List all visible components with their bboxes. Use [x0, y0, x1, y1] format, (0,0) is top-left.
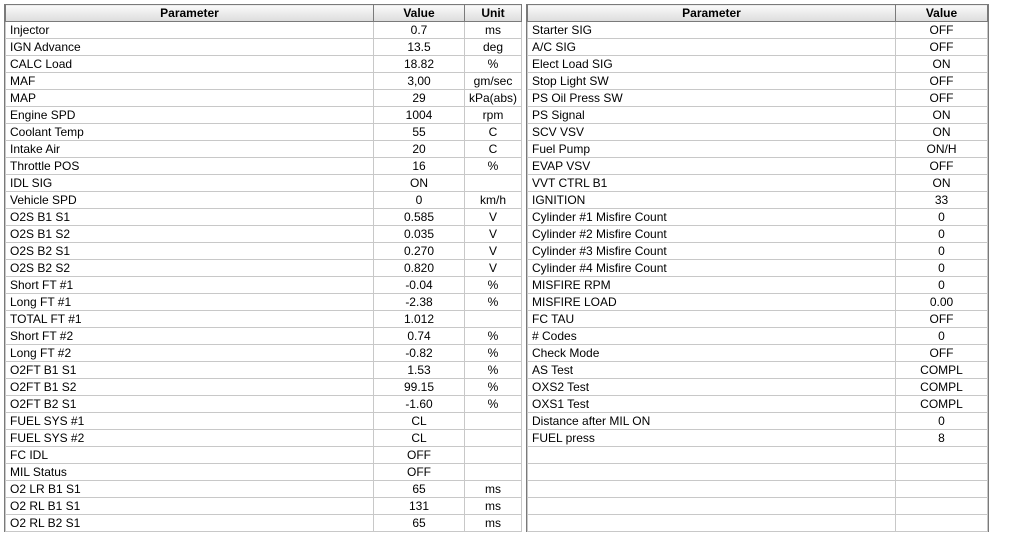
left-table-row[interactable]: [6, 498, 522, 515]
left-table-row[interactable]: [6, 209, 522, 226]
right-table-row[interactable]: [528, 22, 988, 39]
left-table-row[interactable]: [6, 362, 522, 379]
left-cell-value: 0.585: [374, 209, 465, 226]
left-cell-parameter: MAP: [6, 90, 374, 107]
right-cell-value: 0: [896, 209, 988, 226]
left-cell-value: 13.5: [374, 39, 465, 56]
left-table-row[interactable]: [6, 192, 522, 209]
left-cell-unit: %: [465, 396, 522, 413]
right-cell-parameter: Cylinder #2 Misfire Count: [528, 226, 896, 243]
right-cell-parameter: [528, 481, 896, 498]
right-cell-parameter: FUEL press: [528, 430, 896, 447]
left-cell-unit: %: [465, 328, 522, 345]
right-cell-value: ON: [896, 124, 988, 141]
left-header-parameter[interactable]: Parameter: [6, 5, 374, 22]
left-table-row[interactable]: [6, 158, 522, 175]
left-table-row[interactable]: [6, 141, 522, 158]
left-cell-parameter: O2S B1 S2: [6, 226, 374, 243]
left-table-row[interactable]: [6, 90, 522, 107]
right-cell-parameter: Elect Load SIG: [528, 56, 896, 73]
right-table-row[interactable]: [528, 226, 988, 243]
left-cell-value: -0.04: [374, 277, 465, 294]
left-table-row[interactable]: [6, 294, 522, 311]
left-table-row[interactable]: [6, 22, 522, 39]
left-data-table-panel: [4, 4, 522, 532]
left-table-row[interactable]: [6, 243, 522, 260]
right-table-row[interactable]: [528, 277, 988, 294]
right-cell-value: 0: [896, 413, 988, 430]
left-table-row[interactable]: [6, 39, 522, 56]
left-table-row[interactable]: [6, 328, 522, 345]
right-header-value[interactable]: Value: [896, 5, 988, 22]
right-cell-parameter: Stop Light SW: [528, 73, 896, 90]
right-cell-value: COMPL: [896, 396, 988, 413]
left-table-row[interactable]: [6, 396, 522, 413]
left-cell-parameter: Injector: [6, 22, 374, 39]
right-cell-parameter: PS Signal: [528, 107, 896, 124]
left-cell-value: 0.270: [374, 243, 465, 260]
left-cell-value: 65: [374, 515, 465, 532]
left-table-row[interactable]: [6, 379, 522, 396]
left-cell-parameter: O2FT B2 S1: [6, 396, 374, 413]
left-table-row[interactable]: [6, 226, 522, 243]
left-cell-value: CL: [374, 430, 465, 447]
left-cell-parameter: MIL Status: [6, 464, 374, 481]
left-cell-unit: [465, 413, 522, 430]
right-table-row[interactable]: [528, 56, 988, 73]
left-cell-unit: %: [465, 294, 522, 311]
right-cell-value: COMPL: [896, 362, 988, 379]
left-cell-parameter: O2FT B1 S2: [6, 379, 374, 396]
left-cell-unit: [465, 175, 522, 192]
right-table-row[interactable]: [528, 481, 988, 498]
left-cell-parameter: O2S B2 S1: [6, 243, 374, 260]
left-cell-parameter: Vehicle SPD: [6, 192, 374, 209]
left-table-row[interactable]: [6, 345, 522, 362]
left-cell-value: -0.82: [374, 345, 465, 362]
right-cell-parameter: PS Oil Press SW: [528, 90, 896, 107]
right-table-row[interactable]: [528, 362, 988, 379]
right-cell-parameter: [528, 515, 896, 532]
right-cell-value: 0.00: [896, 294, 988, 311]
right-cell-value: [896, 515, 988, 532]
left-cell-unit: [465, 447, 522, 464]
left-cell-unit: deg: [465, 39, 522, 56]
left-cell-parameter: IGN Advance: [6, 39, 374, 56]
left-cell-value: 0.820: [374, 260, 465, 277]
left-cell-value: -2.38: [374, 294, 465, 311]
right-cell-value: 0: [896, 328, 988, 345]
left-cell-unit: %: [465, 379, 522, 396]
left-cell-value: 1.012: [374, 311, 465, 328]
left-cell-unit: C: [465, 141, 522, 158]
right-data-table-panel: [526, 4, 989, 532]
right-cell-parameter: # Codes: [528, 328, 896, 345]
right-cell-parameter: SCV VSV: [528, 124, 896, 141]
left-cell-parameter: Long FT #1: [6, 294, 374, 311]
left-cell-parameter: Coolant Temp: [6, 124, 374, 141]
right-cell-parameter: AS Test: [528, 362, 896, 379]
right-cell-value: [896, 464, 988, 481]
left-table-row[interactable]: [6, 430, 522, 447]
left-cell-value: 16: [374, 158, 465, 175]
left-cell-unit: %: [465, 277, 522, 294]
left-cell-value: 131: [374, 498, 465, 515]
right-table-row[interactable]: [528, 328, 988, 345]
left-cell-value: 1.53: [374, 362, 465, 379]
right-table-row[interactable]: [528, 294, 988, 311]
right-cell-parameter: Fuel Pump: [528, 141, 896, 158]
left-cell-parameter: O2S B1 S1: [6, 209, 374, 226]
left-cell-parameter: O2FT B1 S1: [6, 362, 374, 379]
left-cell-unit: km/h: [465, 192, 522, 209]
left-cell-value: OFF: [374, 464, 465, 481]
right-cell-parameter: EVAP VSV: [528, 158, 896, 175]
right-cell-value: [896, 447, 988, 464]
left-data-table: [5, 4, 522, 532]
left-cell-value: 0.74: [374, 328, 465, 345]
left-cell-value: 3,00: [374, 73, 465, 90]
right-table-row[interactable]: [528, 158, 988, 175]
left-cell-value: CL: [374, 413, 465, 430]
left-cell-unit: [465, 430, 522, 447]
left-cell-parameter: MAF: [6, 73, 374, 90]
left-header-value[interactable]: Value: [374, 5, 465, 22]
right-header-row: [528, 5, 988, 22]
left-table-row[interactable]: [6, 124, 522, 141]
left-cell-unit: ms: [465, 481, 522, 498]
left-header-unit[interactable]: Unit: [465, 5, 522, 22]
right-table-row[interactable]: [528, 124, 988, 141]
right-data-table: [527, 4, 988, 532]
left-cell-value: 1004: [374, 107, 465, 124]
left-header-row: [6, 5, 522, 22]
left-cell-value: 20: [374, 141, 465, 158]
right-cell-value: OFF: [896, 39, 988, 56]
right-cell-parameter: Distance after MIL ON: [528, 413, 896, 430]
left-cell-value: 18.82: [374, 56, 465, 73]
left-table-row[interactable]: [6, 311, 522, 328]
left-cell-parameter: CALC Load: [6, 56, 374, 73]
right-table-row[interactable]: [528, 39, 988, 56]
left-table-row[interactable]: [6, 481, 522, 498]
left-cell-parameter: O2S B2 S2: [6, 260, 374, 277]
left-table-body: [6, 22, 522, 532]
left-cell-value: 55: [374, 124, 465, 141]
right-cell-value: OFF: [896, 22, 988, 39]
left-cell-unit: ms: [465, 498, 522, 515]
left-cell-unit: V: [465, 260, 522, 277]
left-cell-parameter: Throttle POS: [6, 158, 374, 175]
left-cell-unit: %: [465, 362, 522, 379]
right-cell-value: 0: [896, 243, 988, 260]
right-cell-parameter: OXS2 Test: [528, 379, 896, 396]
right-table-row[interactable]: [528, 464, 988, 481]
right-cell-value: 8: [896, 430, 988, 447]
right-table-row[interactable]: [528, 345, 988, 362]
right-table-row[interactable]: [528, 90, 988, 107]
left-cell-unit: rpm: [465, 107, 522, 124]
right-table-row[interactable]: [528, 175, 988, 192]
right-table-row[interactable]: [528, 260, 988, 277]
right-table-row[interactable]: [528, 515, 988, 532]
right-cell-value: ON: [896, 107, 988, 124]
left-cell-parameter: FUEL SYS #1: [6, 413, 374, 430]
right-table-row[interactable]: [528, 107, 988, 124]
left-table-row[interactable]: [6, 260, 522, 277]
right-cell-value: OFF: [896, 73, 988, 90]
right-cell-parameter: Starter SIG: [528, 22, 896, 39]
right-table-row[interactable]: [528, 498, 988, 515]
right-header-parameter[interactable]: Parameter: [528, 5, 896, 22]
left-cell-parameter: Short FT #2: [6, 328, 374, 345]
right-table-row[interactable]: [528, 209, 988, 226]
right-cell-value: 33: [896, 192, 988, 209]
right-cell-parameter: A/C SIG: [528, 39, 896, 56]
right-cell-parameter: [528, 498, 896, 515]
right-cell-value: [896, 481, 988, 498]
right-cell-value: OFF: [896, 90, 988, 107]
right-cell-parameter: IGNITION: [528, 192, 896, 209]
left-cell-value: 0.035: [374, 226, 465, 243]
left-cell-value: 29: [374, 90, 465, 107]
left-cell-unit: [465, 311, 522, 328]
left-cell-parameter: TOTAL FT #1: [6, 311, 374, 328]
left-cell-unit: V: [465, 209, 522, 226]
left-cell-unit: kPa(abs): [465, 90, 522, 107]
right-cell-parameter: [528, 464, 896, 481]
right-table-row[interactable]: [528, 396, 988, 413]
right-table-row[interactable]: [528, 413, 988, 430]
right-cell-parameter: Check Mode: [528, 345, 896, 362]
left-cell-value: 65: [374, 481, 465, 498]
left-cell-value: 0.7: [374, 22, 465, 39]
left-cell-unit: V: [465, 243, 522, 260]
right-cell-value: OFF: [896, 345, 988, 362]
right-cell-parameter: OXS1 Test: [528, 396, 896, 413]
left-cell-parameter: FUEL SYS #2: [6, 430, 374, 447]
left-cell-value: 0: [374, 192, 465, 209]
right-cell-parameter: VVT CTRL B1: [528, 175, 896, 192]
right-cell-value: 0: [896, 226, 988, 243]
left-cell-unit: C: [465, 124, 522, 141]
left-table-row[interactable]: [6, 73, 522, 90]
right-cell-value: 0: [896, 260, 988, 277]
left-cell-parameter: FC IDL: [6, 447, 374, 464]
left-cell-parameter: O2 RL B1 S1: [6, 498, 374, 515]
right-table-row[interactable]: [528, 447, 988, 464]
right-cell-value: COMPL: [896, 379, 988, 396]
left-cell-parameter: Short FT #1: [6, 277, 374, 294]
right-cell-value: [896, 498, 988, 515]
right-table-row[interactable]: [528, 430, 988, 447]
right-cell-parameter: [528, 447, 896, 464]
left-cell-parameter: Intake Air: [6, 141, 374, 158]
right-cell-value: ON: [896, 175, 988, 192]
left-cell-unit: gm/sec: [465, 73, 522, 90]
left-cell-unit: %: [465, 345, 522, 362]
right-table-row[interactable]: [528, 311, 988, 328]
left-cell-parameter: O2 RL B2 S1: [6, 515, 374, 532]
right-table-row[interactable]: [528, 379, 988, 396]
right-cell-parameter: MISFIRE LOAD: [528, 294, 896, 311]
left-cell-value: ON: [374, 175, 465, 192]
right-cell-value: ON: [896, 56, 988, 73]
left-table-row[interactable]: [6, 175, 522, 192]
right-cell-value: OFF: [896, 158, 988, 175]
right-table-row[interactable]: [528, 192, 988, 209]
left-cell-parameter: IDL SIG: [6, 175, 374, 192]
left-cell-unit: ms: [465, 515, 522, 532]
right-cell-parameter: Cylinder #1 Misfire Count: [528, 209, 896, 226]
right-cell-parameter: Cylinder #3 Misfire Count: [528, 243, 896, 260]
left-cell-parameter: O2 LR B1 S1: [6, 481, 374, 498]
left-cell-value: -1.60: [374, 396, 465, 413]
left-table-row[interactable]: [6, 515, 522, 532]
left-table-row[interactable]: [6, 464, 522, 481]
right-table-row[interactable]: [528, 141, 988, 158]
left-cell-unit: %: [465, 56, 522, 73]
left-table-row[interactable]: [6, 56, 522, 73]
left-cell-unit: %: [465, 158, 522, 175]
right-cell-value: OFF: [896, 311, 988, 328]
right-cell-value: ON/H: [896, 141, 988, 158]
right-cell-parameter: Cylinder #4 Misfire Count: [528, 260, 896, 277]
left-cell-unit: ms: [465, 22, 522, 39]
right-table-row[interactable]: [528, 243, 988, 260]
left-cell-parameter: Engine SPD: [6, 107, 374, 124]
right-table-row[interactable]: [528, 73, 988, 90]
left-table-row[interactable]: [6, 277, 522, 294]
right-cell-parameter: MISFIRE RPM: [528, 277, 896, 294]
left-cell-unit: [465, 464, 522, 481]
left-cell-value: OFF: [374, 447, 465, 464]
left-table-row[interactable]: [6, 413, 522, 430]
left-table-row[interactable]: [6, 107, 522, 124]
left-table-row[interactable]: [6, 447, 522, 464]
right-table-body: [528, 22, 988, 532]
left-cell-parameter: Long FT #2: [6, 345, 374, 362]
left-cell-unit: V: [465, 226, 522, 243]
right-cell-parameter: FC TAU: [528, 311, 896, 328]
left-cell-value: 99.15: [374, 379, 465, 396]
right-cell-value: 0: [896, 277, 988, 294]
